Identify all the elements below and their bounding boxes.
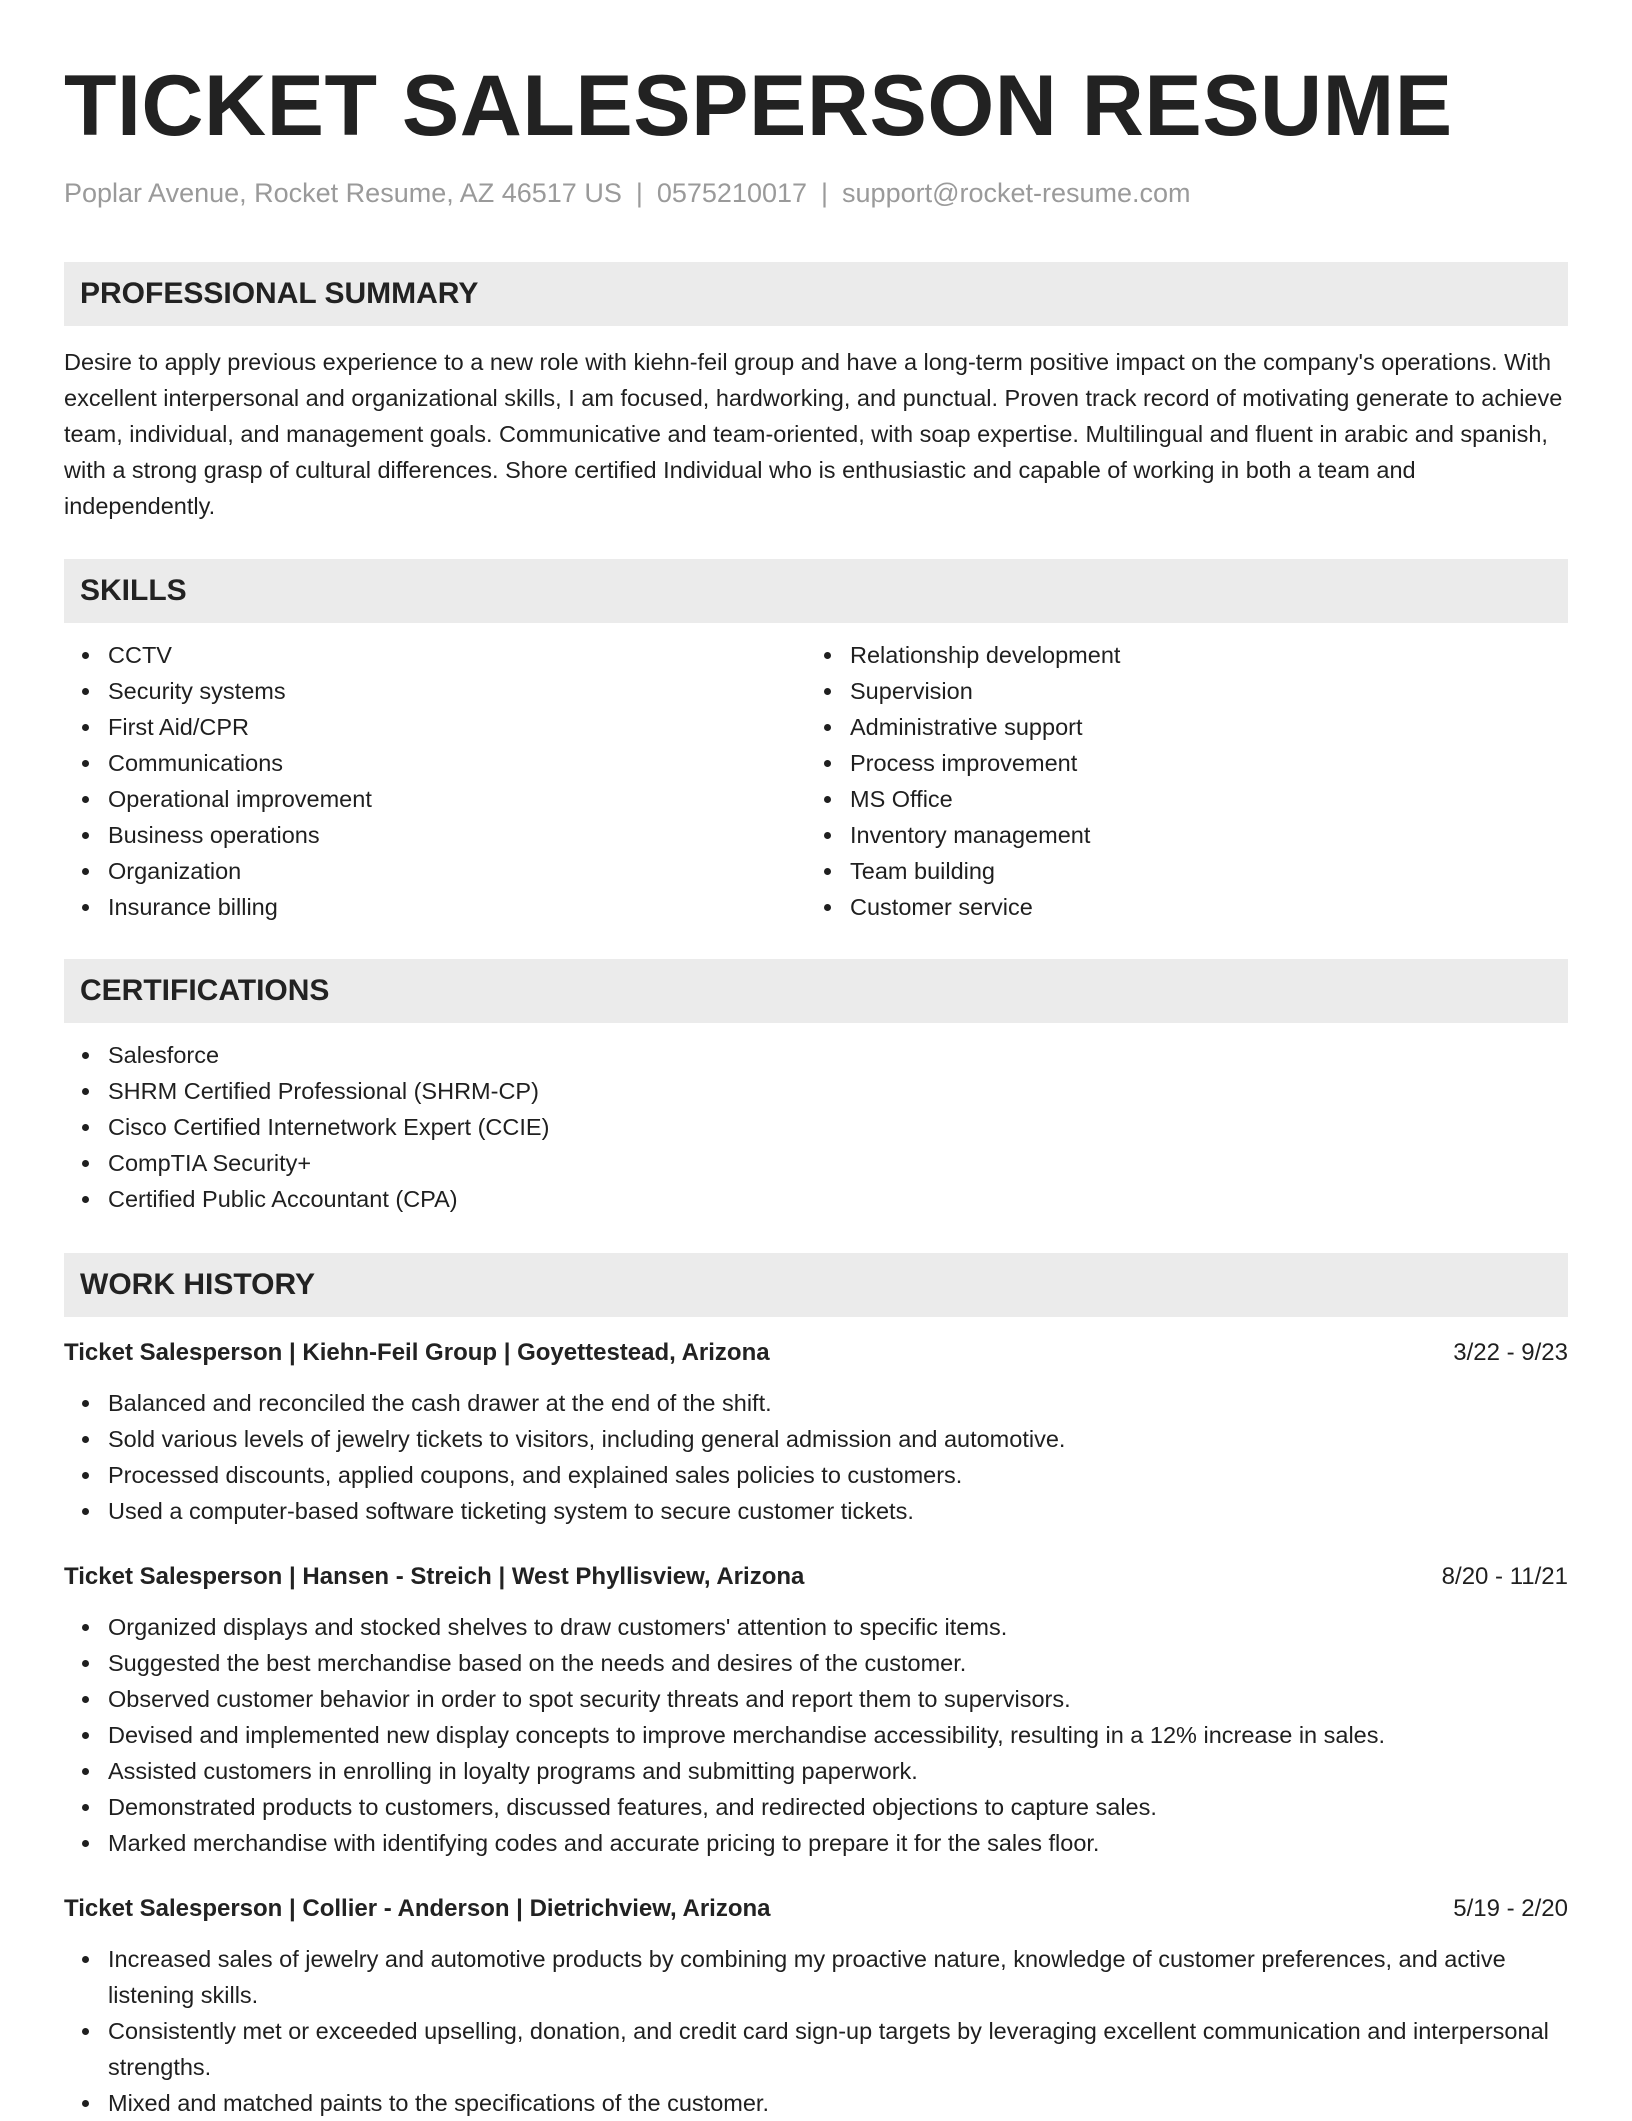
job-dates: 5/19 - 2/20 [1453, 1895, 1568, 1922]
job-bullet: Organized displays and stocked shelves to draw customers' attention to specific items. [64, 1609, 1568, 1645]
skill-item: Supervision [806, 673, 1548, 709]
contact-separator: | [821, 178, 829, 208]
job-bullets [64, 1941, 1568, 2121]
certification-item: CompTIA Security+ [64, 1145, 1568, 1181]
contact-email: support@rocket-resume.com [842, 178, 1191, 208]
job-entry [64, 1891, 1568, 2121]
contact-separator: | [635, 178, 643, 208]
job-bullet: Used a computer-based software ticketing system to secure customer tickets. [64, 1493, 1568, 1529]
skill-item: Process improvement [806, 745, 1548, 781]
job-bullet: Consistently met or exceeded upselling, donation, and credit card sign-up targets by leveraging excellent communication and interpersonal strengths. [64, 2013, 1568, 2085]
job-dates: 8/20 - 11/21 [1441, 1563, 1568, 1590]
job-bullet: Sold various levels of jewelry tickets to visitors, including general admission and automotive. [64, 1421, 1568, 1457]
section-header-skills: SKILLS [64, 559, 1568, 623]
skill-item: CCTV [64, 637, 806, 673]
job-bullet: Balanced and reconciled the cash drawer at the end of the shift. [64, 1385, 1568, 1421]
job-header [64, 1335, 1568, 1371]
skill-item: Communications [64, 745, 806, 781]
skill-item: MS Office [806, 781, 1548, 817]
skills-column-left [64, 637, 806, 925]
contact-phone: 0575210017 [656, 178, 808, 208]
job-title: Ticket Salesperson | Collier - Anderson | Dietrichview, Arizona [64, 1895, 771, 1922]
job-title: Ticket Salesperson | Hansen - Streich | West Phyllisview, Arizona [64, 1563, 805, 1590]
job-bullet: Mixed and matched paints to the specifications of the customer. [64, 2085, 1568, 2121]
skill-item: Insurance billing [64, 889, 806, 925]
job-bullet: Increased sales of jewelry and automotive products by combining my proactive nature, knowledge of customer preferences, and active listening skills. [64, 1941, 1568, 2013]
skill-item: Organization [64, 853, 806, 889]
job-bullet: Devised and implemented new display concepts to improve merchandise accessibility, resulting in a 12% increase in sales. [64, 1717, 1568, 1753]
skill-item: Business operations [64, 817, 806, 853]
resume-page [64, 0, 1568, 2121]
section-header-work-history: WORK HISTORY [64, 1253, 1568, 1317]
certifications-list [64, 1037, 1568, 1217]
certification-item: Salesforce [64, 1037, 1568, 1073]
certification-item: Certified Public Accountant (CPA) [64, 1181, 1568, 1217]
skills-column-right [806, 637, 1548, 925]
skill-item: Operational improvement [64, 781, 806, 817]
section-header-certifications: CERTIFICATIONS [64, 959, 1568, 1023]
job-bullet: Suggested the best merchandise based on the needs and desires of the customer. [64, 1645, 1568, 1681]
resume-title: TICKET SALESPERSON RESUME [64, 58, 1453, 154]
certification-item: Cisco Certified Internetwork Expert (CCIE) [64, 1109, 1568, 1145]
job-header [64, 1559, 1568, 1595]
professional-summary-text: Desire to apply previous experience to a new role with kiehn-feil group and have a long-term positive impact on the company's operations. With excellent interpersonal and organizational skills, I am focused, hardworking, and punctual. Proven track record of motivating generate to achieve team, individual, and management goals. Communicative and team-oriented, with soap expertise. Multilingual and fluent in arabic and spanish, with a strong grasp of cultural differences. Shore certified Individual who is enthusiastic and capable of working in both a team and independently. [64, 349, 1563, 519]
job-bullet: Marked merchandise with identifying codes and accurate pricing to prepare it for the sales floor. [64, 1825, 1568, 1861]
job-bullet: Processed discounts, applied coupons, and explained sales policies to customers. [64, 1457, 1568, 1493]
job-dates: 3/22 - 9/23 [1453, 1339, 1568, 1366]
skill-item: Relationship development [806, 637, 1548, 673]
contact-address: Poplar Avenue, Rocket Resume, AZ 46517 US [64, 178, 622, 208]
skill-item: Security systems [64, 673, 806, 709]
skill-item: First Aid/CPR [64, 709, 806, 745]
skill-item: Team building [806, 853, 1548, 889]
job-title: Ticket Salesperson | Kiehn-Feil Group | Goyettestead, Arizona [64, 1339, 770, 1366]
skills-grid [64, 637, 1568, 925]
job-header [64, 1891, 1568, 1927]
job-entry [64, 1559, 1568, 1861]
section-header-professional-summary: PROFESSIONAL SUMMARY [64, 262, 1568, 326]
contact-line [64, 176, 1568, 210]
skill-item: Inventory management [806, 817, 1548, 853]
job-bullet: Demonstrated products to customers, discussed features, and redirected objections to capture sales. [64, 1789, 1568, 1825]
job-entry [64, 1335, 1568, 1529]
job-bullet: Assisted customers in enrolling in loyalty programs and submitting paperwork. [64, 1753, 1568, 1789]
job-bullet: Observed customer behavior in order to spot security threats and report them to supervisors. [64, 1681, 1568, 1717]
skill-item: Customer service [806, 889, 1548, 925]
job-bullets [64, 1385, 1568, 1529]
certification-item: SHRM Certified Professional (SHRM-CP) [64, 1073, 1568, 1109]
skill-item: Administrative support [806, 709, 1548, 745]
job-bullets [64, 1609, 1568, 1861]
